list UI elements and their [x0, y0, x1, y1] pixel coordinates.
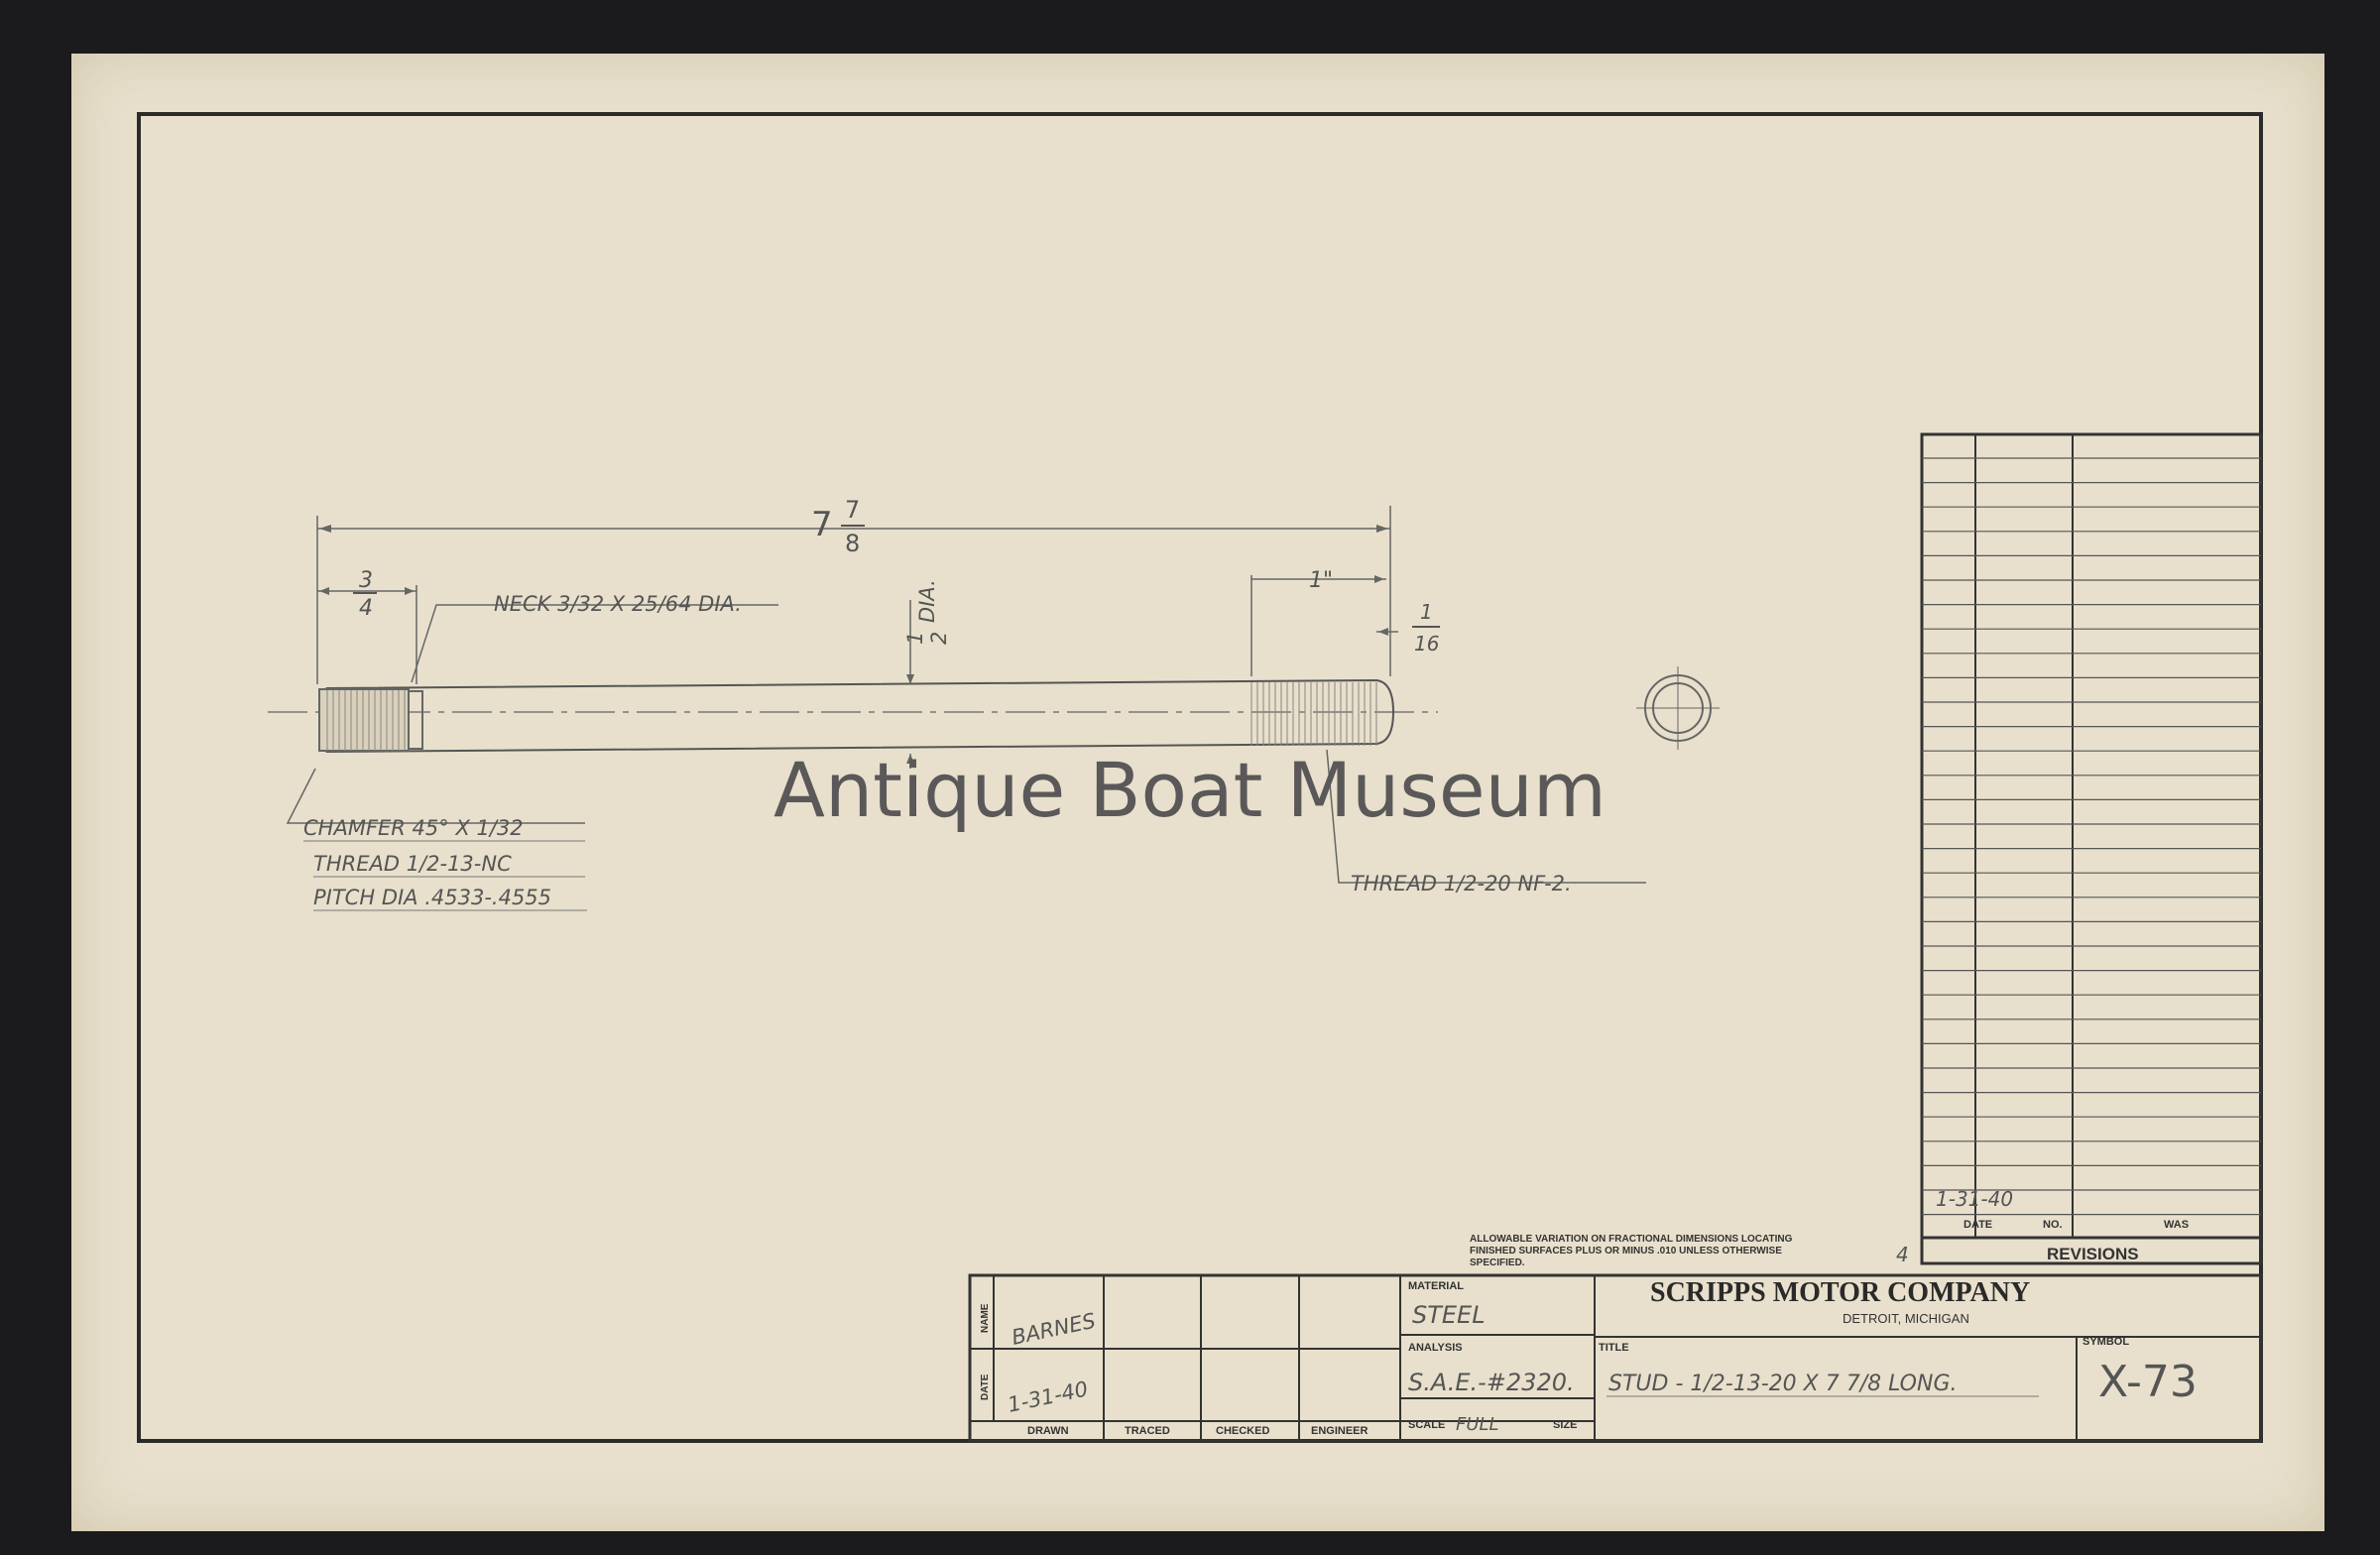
pitch-note: PITCH DIA .4533-.4555 — [313, 886, 552, 909]
drawn-date: 1-31-40 — [1006, 1376, 1091, 1417]
tolerance-mark: 4 — [1896, 1243, 1909, 1266]
thread-note-right: THREAD 1/2-20 NF-2. — [1351, 872, 1572, 896]
tolerance-note-3: SPECIFIED. — [1470, 1257, 1525, 1268]
material-label: MATERIAL — [1408, 1280, 1465, 1292]
tolerance-note-1: ALLOWABLE VARIATION ON FRACTIONAL DIMENSIONS LOCATING — [1470, 1234, 1793, 1245]
engineer-label: ENGINEER — [1311, 1425, 1368, 1437]
neck-note: NECK 3/32 X 25/64 DIA. — [494, 592, 742, 616]
end-chamfer-den: 16 — [1414, 632, 1440, 656]
tolerance-note-2: FINISHED SURFACES PLUS OR MINUS .010 UNLESS OTHERWISE — [1470, 1246, 1782, 1256]
scale-label: SCALE — [1408, 1419, 1446, 1431]
size-label: SIZE — [1553, 1419, 1578, 1431]
drawing-title: STUD - 1/2-13-20 X 7 7/8 LONG. — [1608, 1372, 1958, 1396]
thread-right-length: 1" — [1309, 568, 1334, 593]
material-value: STEEL — [1412, 1301, 1486, 1329]
overall-length-den: 8 — [845, 530, 861, 557]
title-label: TITLE — [1599, 1342, 1629, 1354]
rev-col-date: DATE — [1964, 1219, 1993, 1231]
end-chamfer-num: 1 — [1420, 600, 1433, 624]
svg-text:1: 1 — [903, 631, 927, 645]
company-name: SCRIPPS MOTOR COMPANY — [1650, 1277, 2031, 1308]
thread-hatching-right — [1251, 682, 1376, 746]
arrowheads — [319, 525, 1388, 764]
rev-col-was: WAS — [2164, 1219, 2190, 1231]
svg-text:2: 2 — [927, 631, 951, 645]
title-block — [970, 1275, 2261, 1441]
name-row-label: NAME — [980, 1303, 991, 1333]
revision-date-entry: 1-31-40 — [1936, 1187, 2014, 1211]
stud-part — [319, 680, 1393, 752]
traced-label: TRACED — [1125, 1425, 1170, 1437]
thread-length-den: 4 — [359, 596, 373, 621]
checked-label: CHECKED — [1216, 1425, 1270, 1437]
revisions-rows — [1922, 458, 2261, 1215]
thread-length-num: 3 — [359, 568, 373, 593]
svg-text:DIA.: DIA. — [915, 579, 939, 623]
analysis-value: S.A.E.-#2320. — [1408, 1369, 1575, 1396]
symbol-label: SYMBOL — [2082, 1336, 2130, 1348]
drawn-label: DRAWN — [1027, 1425, 1069, 1437]
revisions-title: REVISIONS — [2047, 1245, 2139, 1263]
chamfer-note: CHAMFER 45° X 1/32 — [303, 816, 524, 840]
thread-note-left: THREAD 1/2-13-NC — [313, 852, 512, 876]
rev-col-no: NO. — [2043, 1219, 2063, 1231]
drawn-by-name: BARNES — [1010, 1308, 1098, 1350]
date-row-label: DATE — [980, 1374, 991, 1400]
watermark: Antique Boat Museum — [774, 746, 1606, 834]
end-view-circle — [1636, 666, 1720, 750]
company-location: DETROIT, MICHIGAN — [1843, 1311, 1969, 1326]
analysis-label: ANALYSIS — [1408, 1342, 1463, 1354]
symbol-value: X-73 — [2098, 1357, 2198, 1407]
overall-length-whole: 7 — [811, 505, 833, 544]
overall-length-num: 7 — [845, 496, 861, 524]
scale-value: FULL — [1456, 1414, 1499, 1435]
